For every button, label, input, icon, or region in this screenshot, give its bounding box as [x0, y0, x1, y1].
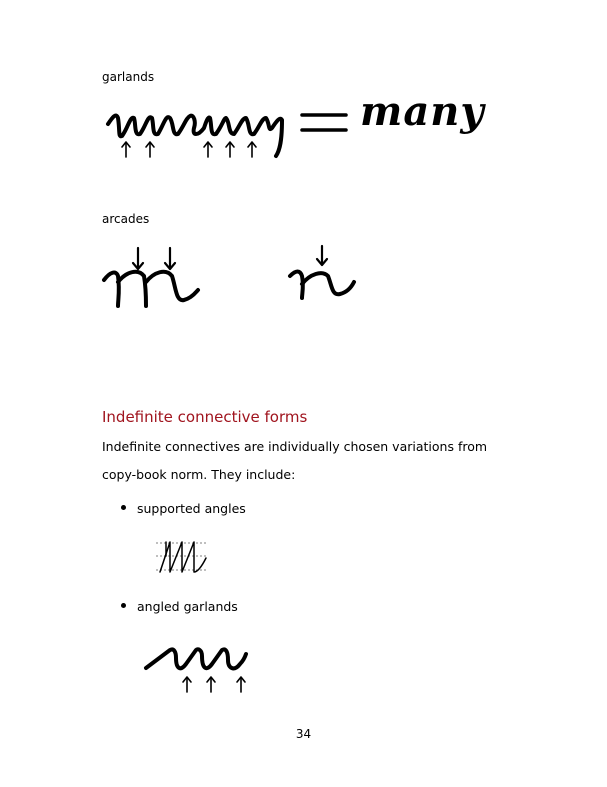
garlands-label: garlands	[102, 70, 155, 84]
arcades-label: arcades	[102, 212, 150, 226]
bullet-label: supported angles	[137, 501, 246, 516]
bullet-label: angled garlands	[137, 599, 238, 614]
section-heading: Indefinite connective forms	[102, 408, 308, 426]
page-number: 34	[295, 727, 312, 741]
intro-paragraph: Indefinite connectives are individually chosen variations from copy-book norm. They include:	[102, 439, 488, 482]
garland-word-many: many	[360, 88, 485, 135]
